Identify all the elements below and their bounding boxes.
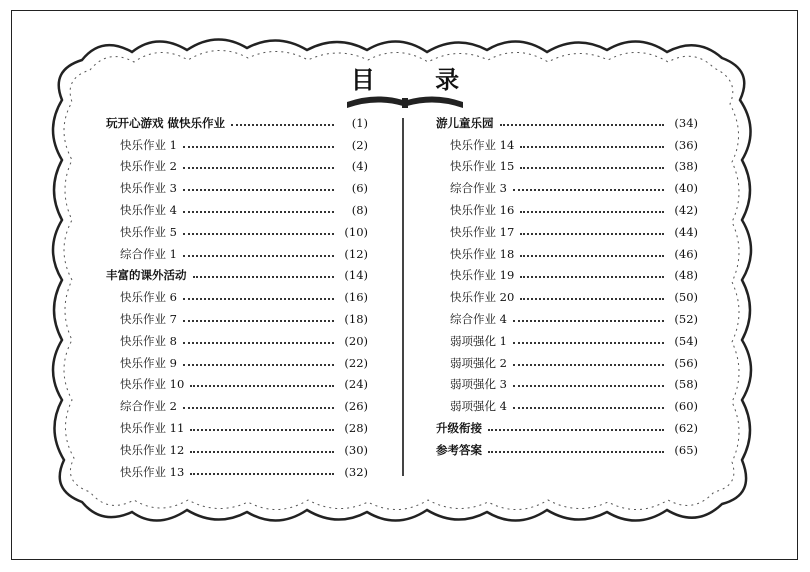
dot-leader	[183, 146, 334, 148]
toc-page-number: (48)	[674, 268, 698, 283]
toc-entry-title: 快乐作业 14	[450, 137, 515, 152]
toc-section-heading[interactable]	[106, 112, 368, 134]
toc-page-number: (2)	[351, 137, 368, 152]
dot-leader	[183, 211, 334, 213]
toc-page-number: (65)	[674, 442, 698, 457]
toc-entry[interactable]	[436, 221, 698, 243]
dot-leader	[190, 473, 334, 475]
toc-entry-title: 快乐作业 1	[120, 137, 177, 152]
dot-leader	[513, 364, 664, 366]
toc-entry[interactable]	[106, 461, 368, 483]
toc-entry[interactable]	[106, 352, 368, 374]
dot-leader	[193, 276, 335, 278]
toc-entry[interactable]	[106, 221, 368, 243]
toc-page-number: (60)	[674, 399, 698, 414]
toc-page-number: (42)	[674, 203, 698, 218]
toc-entry-title: 快乐作业 5	[120, 224, 177, 239]
dot-leader	[500, 124, 665, 126]
toc-page-number: (44)	[674, 224, 698, 239]
toc-entry-title: 综合作业 4	[450, 312, 507, 327]
column-divider	[402, 118, 404, 476]
toc-entry-title: 丰富的课外活动	[106, 268, 187, 283]
dot-leader	[183, 298, 334, 300]
toc-entry[interactable]	[436, 265, 698, 287]
dot-leader	[513, 342, 664, 344]
toc-left-column	[106, 112, 368, 483]
toc-entry[interactable]	[436, 156, 698, 178]
toc-page-number: (4)	[351, 159, 368, 174]
toc-page-number: (32)	[344, 464, 368, 479]
toc-page-number: (28)	[344, 421, 368, 436]
toc-entry-title: 快乐作业 4	[120, 203, 177, 218]
toc-entry-title: 玩开心游戏 做快乐作业	[106, 115, 226, 130]
toc-entry-title: 快乐作业 6	[120, 290, 177, 305]
dot-leader	[520, 276, 664, 278]
toc-entry[interactable]	[106, 177, 368, 199]
toc-page-number: (8)	[351, 203, 368, 218]
toc-entry-title: 快乐作业 17	[450, 224, 515, 239]
toc-section-heading[interactable]	[436, 417, 698, 439]
toc-entry[interactable]	[436, 395, 698, 417]
toc-entry[interactable]	[436, 286, 698, 308]
toc-entry-title: 弱项强化 2	[450, 355, 507, 370]
toc-entry[interactable]	[106, 330, 368, 352]
toc-entry[interactable]	[106, 243, 368, 265]
toc-entry[interactable]	[436, 177, 698, 199]
toc-entry[interactable]	[106, 308, 368, 330]
toc-entry[interactable]	[436, 199, 698, 221]
toc-section-heading[interactable]	[436, 439, 698, 461]
toc-entry-title: 快乐作业 12	[120, 442, 185, 457]
toc-entry[interactable]	[436, 374, 698, 396]
toc-section-heading[interactable]	[436, 112, 698, 134]
toc-page-number: (50)	[674, 290, 698, 305]
toc-page-number: (54)	[674, 333, 698, 348]
dot-leader	[183, 407, 334, 409]
toc-entry-title: 快乐作业 20	[450, 290, 515, 305]
dot-leader	[488, 451, 664, 453]
toc-entry-title: 快乐作业 8	[120, 333, 177, 348]
toc-entry-title: 快乐作业 9	[120, 355, 177, 370]
toc-entry-title: 快乐作业 10	[120, 377, 185, 392]
toc-entry-title: 弱项强化 1	[450, 333, 507, 348]
toc-entry[interactable]	[106, 156, 368, 178]
toc-entry[interactable]	[106, 286, 368, 308]
toc-entry[interactable]	[436, 134, 698, 156]
dot-leader	[183, 320, 334, 322]
toc-page-number: (24)	[344, 377, 368, 392]
toc-page-number: (22)	[344, 355, 368, 370]
open-book-icon	[345, 88, 465, 110]
toc-entry[interactable]	[106, 134, 368, 156]
toc-entry-title: 快乐作业 15	[450, 159, 515, 174]
dot-leader	[190, 385, 334, 387]
toc-entry-title: 快乐作业 7	[120, 312, 177, 327]
toc-page-number: (56)	[674, 355, 698, 370]
toc-page-number: (1)	[351, 115, 368, 130]
dot-leader	[183, 167, 334, 169]
page-title: 目 录	[350, 66, 486, 94]
toc-entry-title: 综合作业 2	[120, 399, 177, 414]
toc-entry-title: 参考答案	[436, 442, 482, 457]
toc-page-number: (10)	[344, 224, 368, 239]
dot-leader	[183, 342, 334, 344]
toc-page-number: (12)	[344, 246, 368, 261]
toc-entry[interactable]	[436, 243, 698, 265]
toc-page-number: (52)	[674, 312, 698, 327]
toc-entry[interactable]	[436, 308, 698, 330]
toc-entry-title: 快乐作业 11	[120, 421, 185, 436]
dot-leader	[488, 429, 664, 431]
toc-page-number: (38)	[674, 159, 698, 174]
dot-leader	[513, 189, 664, 191]
dot-leader	[513, 320, 664, 322]
toc-page-number: (58)	[674, 377, 698, 392]
toc-entry-title: 弱项强化 3	[450, 377, 507, 392]
dot-leader	[190, 429, 334, 431]
toc-entry-title: 快乐作业 2	[120, 159, 177, 174]
toc-entry[interactable]	[106, 417, 368, 439]
toc-page-number: (16)	[344, 290, 368, 305]
dot-leader	[520, 255, 664, 257]
toc-section-heading[interactable]	[106, 265, 368, 287]
toc-entry-title: 综合作业 1	[120, 246, 177, 261]
toc-entry[interactable]	[106, 439, 368, 461]
toc-page-number: (26)	[344, 399, 368, 414]
toc-right-column	[436, 112, 698, 461]
toc-entry-title: 快乐作业 13	[120, 464, 185, 479]
toc-entry[interactable]	[106, 199, 368, 221]
toc-entry-title: 弱项强化 4	[450, 399, 507, 414]
toc-entry-title: 快乐作业 3	[120, 181, 177, 196]
dot-leader	[520, 233, 664, 235]
dot-leader	[183, 255, 334, 257]
toc-page-number: (36)	[674, 137, 698, 152]
toc-entry-title: 快乐作业 16	[450, 203, 515, 218]
dot-leader	[520, 146, 664, 148]
toc-page-number: (46)	[674, 246, 698, 261]
dot-leader	[513, 407, 664, 409]
toc-entry[interactable]	[436, 330, 698, 352]
dot-leader	[520, 167, 664, 169]
dot-leader	[183, 189, 334, 191]
toc-page-number: (14)	[344, 268, 368, 283]
toc-entry[interactable]	[436, 352, 698, 374]
toc-page-number: (30)	[344, 442, 368, 457]
toc-entry-title: 综合作业 3	[450, 181, 507, 196]
toc-page-number: (18)	[344, 312, 368, 327]
toc-entry-title: 升级衔接	[436, 421, 482, 436]
toc-entry-title: 游儿童乐园	[436, 115, 494, 130]
toc-page-number: (40)	[674, 181, 698, 196]
toc-page-number: (34)	[674, 115, 698, 130]
dot-leader	[520, 298, 664, 300]
toc-page-number: (6)	[351, 181, 368, 196]
dot-leader	[513, 385, 664, 387]
toc-entry[interactable]	[106, 395, 368, 417]
toc-page-number: (20)	[344, 333, 368, 348]
dot-leader	[183, 364, 334, 366]
toc-page-number: (62)	[674, 421, 698, 436]
toc-entry[interactable]	[106, 374, 368, 396]
dot-leader	[520, 211, 664, 213]
toc-entry-title: 快乐作业 19	[450, 268, 515, 283]
dot-leader	[190, 451, 334, 453]
dot-leader	[231, 124, 334, 126]
dot-leader	[183, 233, 334, 235]
toc-entry-title: 快乐作业 18	[450, 246, 515, 261]
